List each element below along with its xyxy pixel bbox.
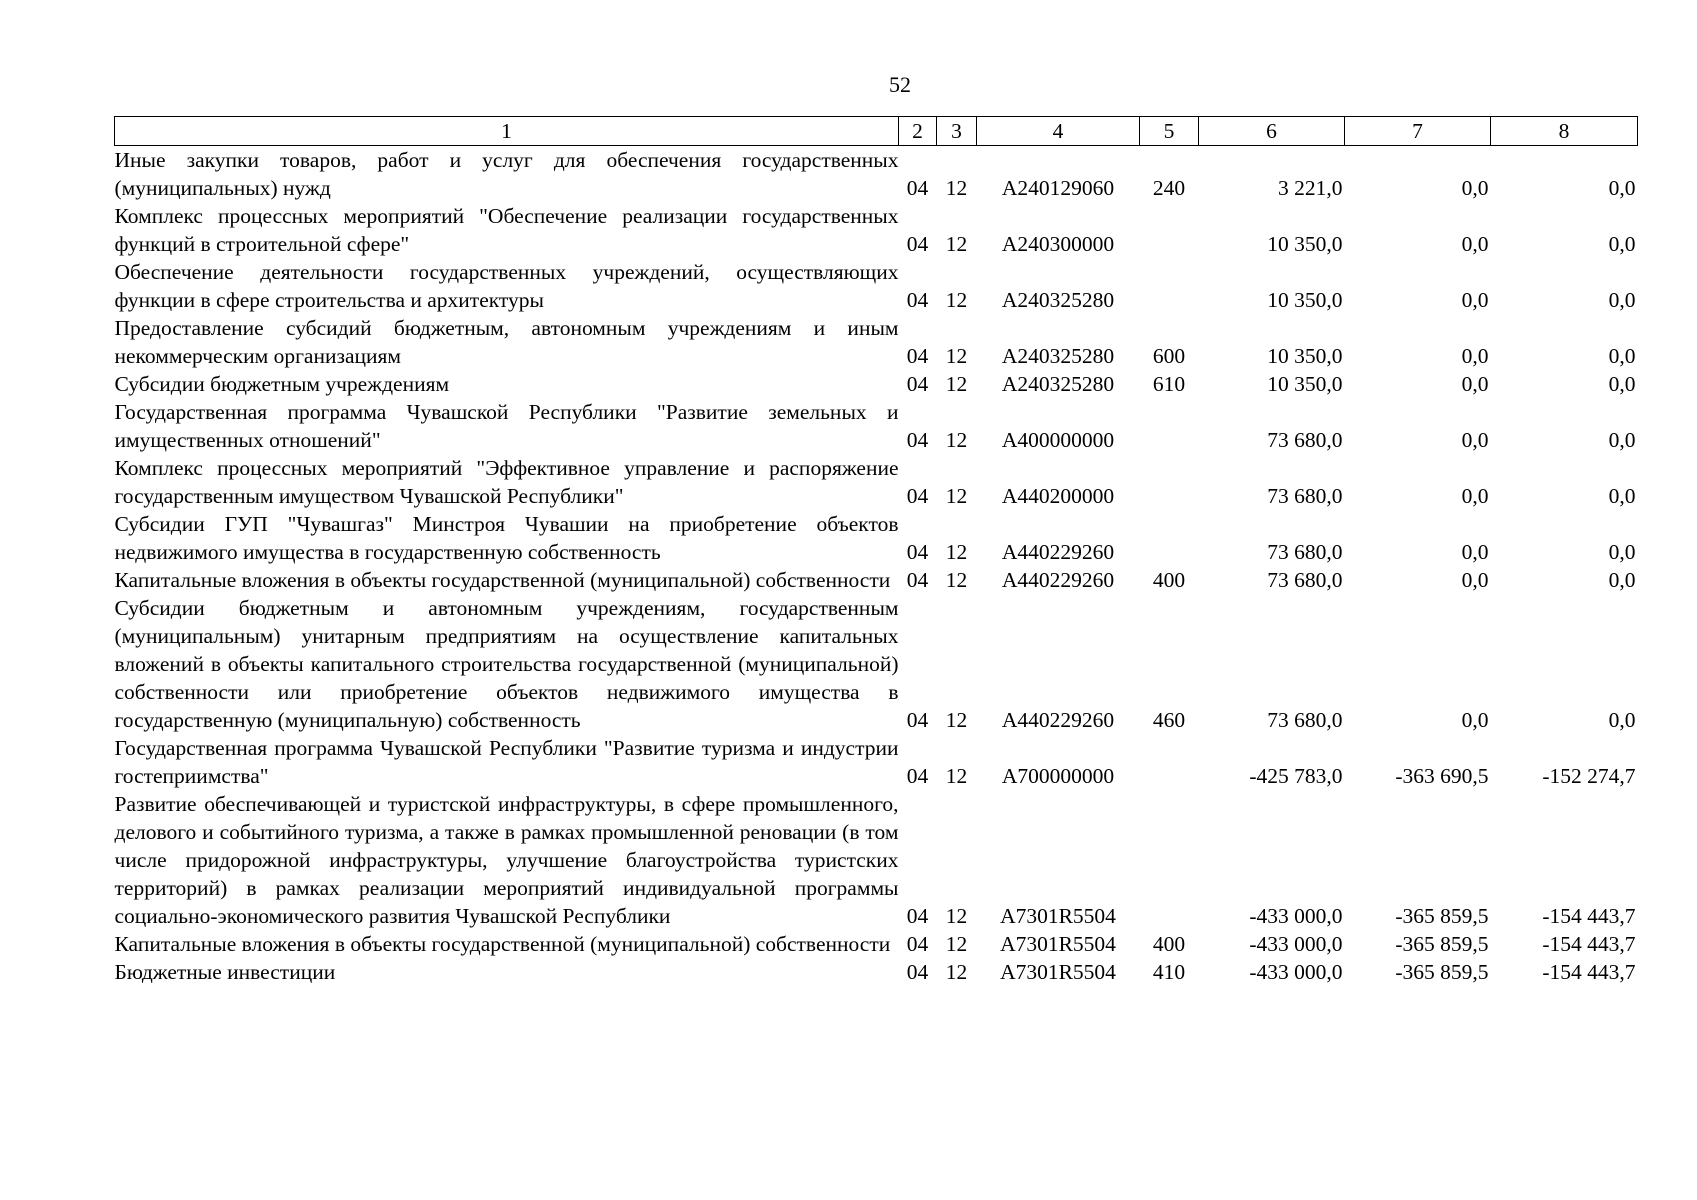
table-header [115, 117, 1638, 146]
row-target-code: А240325280 [1001, 372, 1115, 396]
table-row [115, 958, 1638, 986]
row-value-7: 0,0 [1461, 484, 1489, 508]
table-row [115, 258, 1638, 314]
row-value-6: 73 680,0 [1267, 484, 1343, 508]
row-expense-type [1140, 510, 1199, 566]
row-value-8: -152 274,7 [1542, 764, 1636, 788]
row-value-8: 0,0 [1608, 372, 1636, 396]
column-header-8: 8 [1491, 117, 1638, 146]
row-value-8: 0,0 [1608, 568, 1636, 592]
row-value-8: -154 443,7 [1542, 960, 1636, 984]
row-target-code: А240325280 [1001, 344, 1115, 368]
table-row [115, 398, 1638, 454]
row-value-7: 0,0 [1461, 428, 1489, 452]
row-value-8: 0,0 [1608, 540, 1636, 564]
row-name: Развитие обеспечивающей и туристской инфраструктуры, в сфере промышленного, делового и событийного туризма, а также в рамках промышленной реновации (в том числе придорожной инфраструктуры, улучшение благоустройства туристских территорий) в рамках реализации мероприятий индивидуальной программы социально-экономического развития Чувашской Республики [114, 792, 899, 928]
row-name: Бюджетные инвестиции [114, 960, 336, 984]
row-target-code: А7301R5504 [1000, 932, 1116, 956]
row-expense-type [1140, 454, 1199, 510]
row-value-7: 0,0 [1461, 372, 1489, 396]
table-row [115, 790, 1638, 930]
row-expense-type: 460 [1152, 708, 1186, 732]
row-name: Субсидии бюджетным учреждениям [114, 372, 450, 396]
column-header-1: 1 [115, 117, 899, 146]
row-subsection: 12 [945, 960, 968, 984]
table-row [115, 202, 1638, 258]
row-value-7: -365 859,5 [1395, 904, 1489, 928]
row-name-cell [115, 258, 899, 314]
row-value-6: 10 350,0 [1267, 372, 1343, 396]
row-target-code: А240300000 [1001, 232, 1115, 256]
row-target-code: А440229260 [1001, 708, 1115, 732]
row-name: Комплекс процессных мероприятий "Эффективное управление и распоряжение государственным имуществом Чувашской Республики" [114, 456, 899, 508]
row-expense-type: 610 [1152, 372, 1186, 396]
row-expense-type [1140, 398, 1199, 454]
row-name-cell [115, 146, 899, 203]
column-header-7: 7 [1345, 117, 1491, 146]
row-name-cell [115, 370, 899, 398]
row-subsection: 12 [945, 344, 968, 368]
row-name: Комплекс процессных мероприятий "Обеспечение реализации государственных функций в строительной сфере" [114, 204, 899, 256]
table-row [115, 510, 1638, 566]
table-row [115, 566, 1638, 594]
row-name-cell [115, 202, 899, 258]
table-row [115, 594, 1638, 734]
row-value-7: 0,0 [1461, 288, 1489, 312]
row-subsection: 12 [945, 288, 968, 312]
row-name: Капитальные вложения в объекты государственной (муниципальной) собственности [114, 932, 891, 956]
header-row [115, 117, 1638, 146]
row-value-7: 0,0 [1461, 708, 1489, 732]
row-section: 04 [906, 428, 929, 452]
row-value-7: 0,0 [1461, 344, 1489, 368]
row-value-6: 73 680,0 [1267, 568, 1343, 592]
row-name-cell [115, 958, 899, 986]
row-subsection: 12 [945, 904, 968, 928]
row-expense-type [1140, 734, 1199, 790]
row-subsection: 12 [945, 372, 968, 396]
row-expense-type [1140, 258, 1199, 314]
row-name: Обеспечение деятельности государственных учреждений, осуществляющих функции в сфере строительства и архитектуры [114, 260, 899, 312]
row-section: 04 [906, 176, 929, 200]
row-name: Субсидии бюджетным и автономным учреждениям, государственным (муниципальным) унитарным предприятиям на осуществление капитальных вложений в объекты капитального строительства государственной (муниципальной) собственности или приобретение объектов недвижимого имущества в государственную (муниципальную) собственность [114, 596, 899, 732]
row-value-7: -363 690,5 [1395, 764, 1489, 788]
row-name: Субсидии ГУП "Чувашгаз" Минстроя Чувашии на приобретение объектов недвижимого имущества в государственную собственность [114, 512, 899, 564]
column-header-5: 5 [1140, 117, 1199, 146]
row-name-cell [115, 734, 899, 790]
row-section: 04 [906, 932, 929, 956]
row-target-code: А440229260 [1001, 540, 1115, 564]
row-value-6: 3 221,0 [1278, 176, 1343, 200]
row-expense-type [1140, 790, 1199, 930]
row-section: 04 [906, 288, 929, 312]
row-subsection: 12 [945, 764, 968, 788]
column-header-4: 4 [977, 117, 1140, 146]
row-expense-type: 410 [1152, 960, 1186, 984]
budget-table [114, 116, 1638, 986]
table-row [115, 146, 1638, 203]
row-value-6: 73 680,0 [1267, 708, 1343, 732]
row-name-cell [115, 510, 899, 566]
row-value-7: 0,0 [1461, 176, 1489, 200]
row-expense-type: 600 [1152, 344, 1186, 368]
row-subsection: 12 [945, 232, 968, 256]
row-target-code: А240325280 [1001, 288, 1115, 312]
row-section: 04 [906, 344, 929, 368]
row-value-8: 0,0 [1608, 708, 1636, 732]
table-row [115, 314, 1638, 370]
row-subsection: 12 [945, 484, 968, 508]
row-expense-type [1140, 202, 1199, 258]
row-section: 04 [906, 960, 929, 984]
row-value-6: 10 350,0 [1267, 344, 1343, 368]
row-name-cell [115, 314, 899, 370]
table-row [115, 734, 1638, 790]
row-value-7: 0,0 [1461, 540, 1489, 564]
row-section: 04 [906, 484, 929, 508]
row-subsection: 12 [945, 568, 968, 592]
row-subsection: 12 [945, 932, 968, 956]
row-section: 04 [906, 708, 929, 732]
row-subsection: 12 [945, 176, 968, 200]
row-expense-type: 240 [1152, 176, 1186, 200]
row-expense-type: 400 [1152, 568, 1186, 592]
row-name-cell [115, 454, 899, 510]
row-target-code: А440200000 [1001, 484, 1115, 508]
row-target-code: А7301R5504 [1000, 904, 1116, 928]
row-target-code: А240129060 [1001, 176, 1115, 200]
row-section: 04 [906, 540, 929, 564]
row-name: Государственная программа Чувашской Республики "Развитие туризма и индустрии гостеприимства" [114, 736, 899, 788]
row-value-8: -154 443,7 [1542, 932, 1636, 956]
row-target-code: А700000000 [1001, 764, 1115, 788]
row-name-cell [115, 930, 899, 958]
row-section: 04 [906, 372, 929, 396]
table-row [115, 370, 1638, 398]
row-value-7: 0,0 [1461, 232, 1489, 256]
table-row [115, 930, 1638, 958]
row-value-6: 10 350,0 [1267, 288, 1343, 312]
row-name-cell [115, 790, 899, 930]
row-name-cell [115, 566, 899, 594]
row-subsection: 12 [945, 540, 968, 564]
row-value-7: -365 859,5 [1395, 960, 1489, 984]
row-value-6: 10 350,0 [1267, 232, 1343, 256]
row-value-6: -433 000,0 [1249, 932, 1343, 956]
row-value-8: 0,0 [1608, 344, 1636, 368]
row-value-8: 0,0 [1608, 288, 1636, 312]
row-section: 04 [906, 232, 929, 256]
row-subsection: 12 [945, 428, 968, 452]
column-header-3: 3 [937, 117, 977, 146]
row-value-8: 0,0 [1608, 232, 1636, 256]
row-value-6: -425 783,0 [1249, 764, 1343, 788]
row-value-6: 73 680,0 [1267, 428, 1343, 452]
row-value-7: 0,0 [1461, 568, 1489, 592]
page-number: 52 [889, 72, 911, 97]
table-body [115, 146, 1638, 987]
column-header-2: 2 [899, 117, 937, 146]
row-value-8: -154 443,7 [1542, 904, 1636, 928]
row-name: Предоставление субсидий бюджетным, автономным учреждениям и иным некоммерческим организациям [114, 316, 899, 368]
row-section: 04 [906, 764, 929, 788]
row-value-6: -433 000,0 [1249, 904, 1343, 928]
row-name-cell [115, 594, 899, 734]
row-target-code: А7301R5504 [1000, 960, 1116, 984]
row-section: 04 [906, 904, 929, 928]
row-target-code: А440229260 [1001, 568, 1115, 592]
row-name: Государственная программа Чувашской Республики "Развитие земельных и имущественных отношений" [114, 400, 899, 452]
row-name-cell [115, 398, 899, 454]
row-section: 04 [906, 568, 929, 592]
row-value-8: 0,0 [1608, 484, 1636, 508]
row-value-6: -433 000,0 [1249, 960, 1343, 984]
row-expense-type: 400 [1152, 932, 1186, 956]
row-target-code: А400000000 [1001, 428, 1115, 452]
row-value-8: 0,0 [1608, 428, 1636, 452]
row-name: Иные закупки товаров, работ и услуг для обеспечения государственных (муниципальных) нужд [114, 148, 899, 200]
row-value-6: 73 680,0 [1267, 540, 1343, 564]
table-row [115, 454, 1638, 510]
column-header-6: 6 [1199, 117, 1345, 146]
row-name: Капитальные вложения в объекты государственной (муниципальной) собственности [114, 568, 891, 592]
row-subsection: 12 [945, 708, 968, 732]
row-value-7: -365 859,5 [1395, 932, 1489, 956]
row-value-8: 0,0 [1608, 176, 1636, 200]
